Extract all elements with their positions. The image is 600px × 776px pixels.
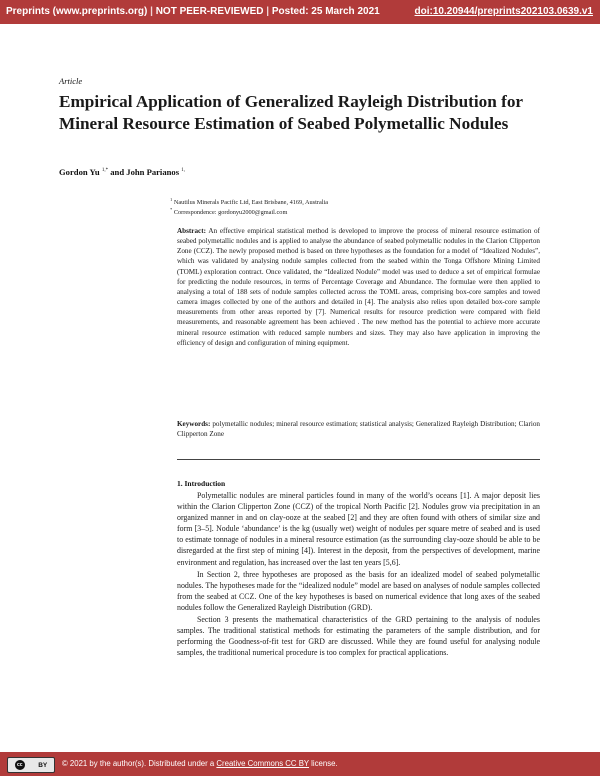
author-affiliation-mark: 1, [181, 168, 185, 174]
affiliation [170, 197, 328, 206]
paragraph: Polymetallic nodules are mineral particles found in many of the world’s oceans [1]. A major deposit lies within the Clarion Clipperton Zone (CCZ) of the tropical North Pacific [2]. Nodules grow via precipitation in an organized manner in and on clay-ooze at the seabed [2] and they are often found with others of similar size and form [3–5]. Nodule ‘abundance’ is the kg (usually wet) weight of nodules per square metre of seabed and is used to estimate tonnage of nodules in a mineral resource estimation (as the surrounding clay-ooze should be able to be disregarded at the first step of mining [4]). Interest in the deposit, from the perspectives of development, marine environment and regulation, has increased over the last ten years [5,6]. [177, 491, 540, 567]
affiliation-mark: * [170, 207, 173, 212]
paragraph: Section 3 presents the mathematical characteristics of the GRD pertaining to the analysis of nodules samples. The traditional statistical methods for estimating the parameters of the sample distribution, and for performing the Goodness-of-fit test for GRD are discussed. While they are found useful for analysing nodule samples, the traditional numerical procedure is too complex for practical applications. [177, 615, 540, 658]
by-label: BY [38, 761, 48, 769]
correspondence [170, 207, 287, 216]
section-heading: 1. Introduction [177, 479, 226, 488]
license-link[interactable]: Creative Commons CC BY [216, 759, 309, 768]
review-status: NOT PEER-REVIEWED [155, 6, 264, 17]
author-name: John Parianos [126, 167, 180, 177]
section-body [177, 490, 540, 659]
cc-icon: cc [15, 760, 25, 770]
posted-date: Posted: 25 March 2021 [271, 6, 380, 17]
keywords-label: Keywords: [177, 420, 211, 428]
affiliation-mark: 1 [170, 197, 173, 202]
author-name: Gordon Yu [59, 167, 100, 177]
preprint-banner [0, 0, 600, 24]
license-prefix: © 2021 by the author(s). Distributed under a [62, 759, 217, 768]
correspondence-text[interactable]: Correspondence: gordonyu2000@gmail.com [173, 209, 288, 217]
license-footer [0, 752, 600, 776]
abstract-text: An effective empirical statistical method is developed to improve the process of mineral resource estimation of seabed polymetallic nodules and is applied to analyse the abundance of seabed polymetallic nodules in the Clarion Clipperton Zone (CCZ). The newly proposed method is based on three hypotheses as the foundation for a model of “Idealized Nodules”, which was validated by analysing nodule samples collected from the seabed within the Tonga Offshore Mining Limited (TOML) exploration contract. Once validated, the “Idealized Nodule” model was used to deduce a set of empirical formulae for predicting the nodule resources, in terms of Percentage Coverage and Abundance. The formulae were then applied to analysing a total of 188 sets of nodule samples collected across the TOML areas, comprising box-core samples and towed camera images collected by one of the authors and detailed in [4]. The analysis also relies upon detailed box-core sample measurements from other areas reported by [7]. Numerical results for resource prediction were compared with field measurements, and reasonable agreement has been achieved . The new method has the potential to achieve more accurate mineral resource estimation with reduced sample numbers and sizes. They may also have application in improving the efficiency of design and configuration of mining equipment. [177, 227, 540, 347]
license-suffix: license. [309, 759, 338, 768]
source-link[interactable]: Preprints (www.preprints.org) [6, 6, 148, 17]
abstract [177, 226, 540, 348]
author-conjunction: and [110, 167, 127, 177]
author-list [59, 167, 185, 177]
banner-left [6, 6, 380, 17]
paper-title: Empirical Application of Generalized Rayleigh Distribution for Mineral Resource Estimation of Seabed Polymetallic Nodules [59, 92, 523, 133]
author-affiliation-mark: 1,* [101, 168, 109, 174]
license-text [62, 759, 338, 768]
keywords [177, 419, 540, 439]
doi-link[interactable]: doi:10.20944/preprints202103.0639.v1 [414, 6, 593, 17]
separator: | [266, 6, 270, 17]
keywords-text: polymetallic nodules; mineral resource estimation; statistical analysis; Generalized Rayleigh Distribution; Clarion Clipperton Zone [177, 420, 540, 439]
affiliation-text: Nautilus Minerals Pacific Ltd, East Brisbane, 4169, Australia [173, 199, 329, 207]
separator: | [150, 6, 153, 17]
divider [177, 459, 540, 460]
paragraph: In Section 2, three hypotheses are proposed as the basis for an idealized model of seabed polymetallic nodules. The hypotheses made for the “idealized nodule” model are based on analyses of nodule samples collected from the seabed at CCZ. One of the key hypotheses is based on numerical evidence that long axes of the seabed nodules follow the Generalized Rayleigh Distribution (GRD). [177, 569, 540, 612]
article-type: Article [59, 76, 83, 86]
cc-by-badge-icon[interactable] [7, 757, 55, 773]
abstract-label: Abstract: [177, 227, 206, 235]
